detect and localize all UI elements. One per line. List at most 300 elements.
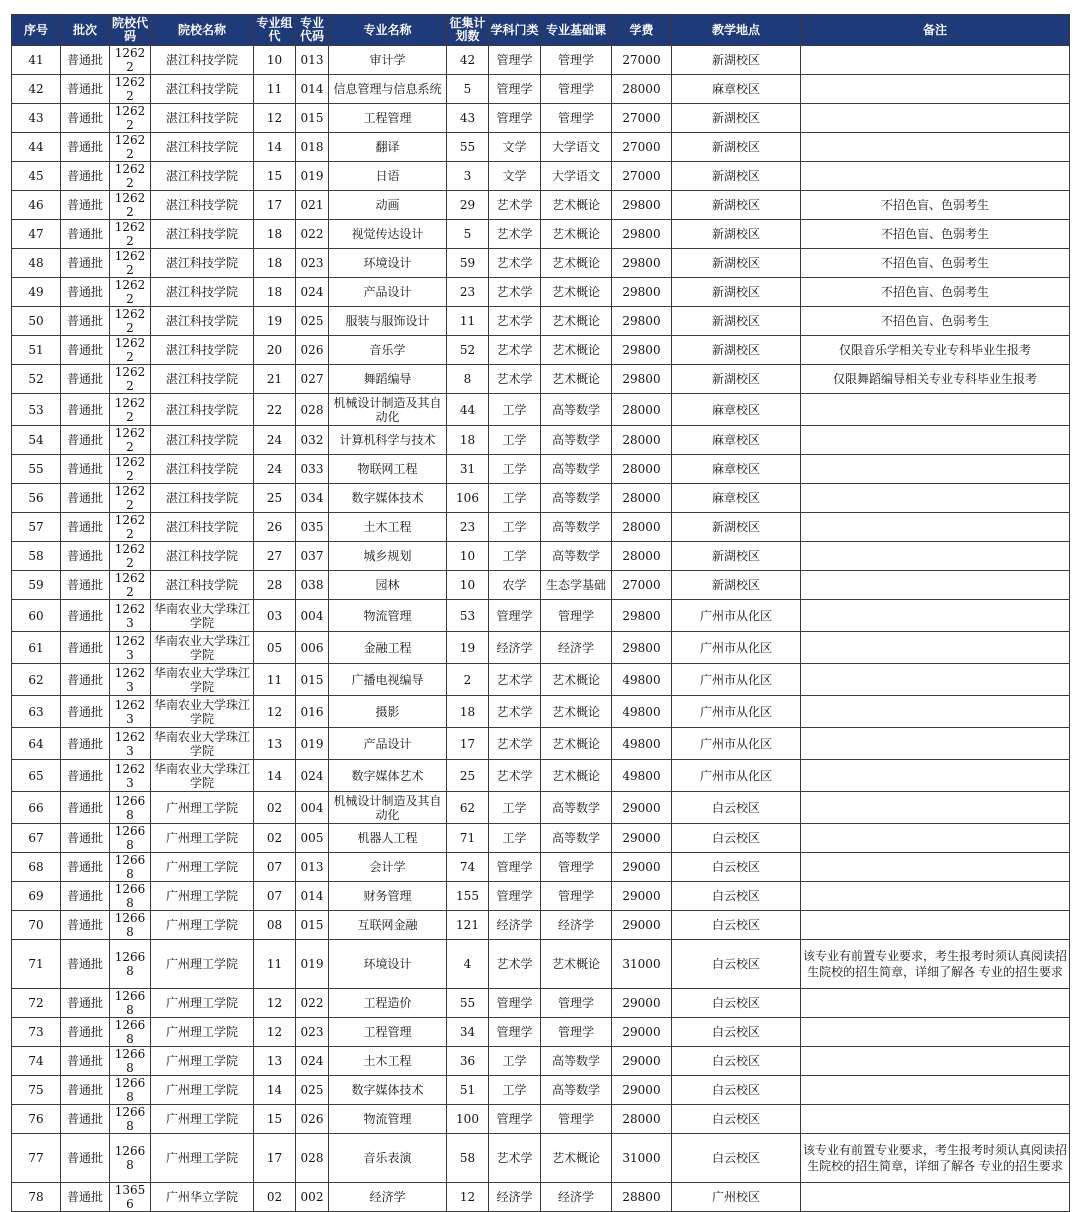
cell-location: 白云校区 <box>672 792 801 824</box>
cell-notes <box>801 882 1070 911</box>
header-plan-count: 征集计划数 <box>447 15 489 46</box>
cell-index: 73 <box>12 1018 61 1047</box>
cell-discipline: 经济学 <box>489 632 541 664</box>
cell-group-code: 27 <box>254 542 296 571</box>
cell-tuition: 49800 <box>612 696 672 728</box>
cell-discipline: 管理学 <box>489 853 541 882</box>
cell-plan-count: 25 <box>447 760 489 792</box>
cell-major-code: 024 <box>296 278 329 307</box>
cell-index: 72 <box>12 989 61 1018</box>
cell-major-name: 机械设计制造及其自动化 <box>329 792 447 824</box>
cell-index: 52 <box>12 365 61 394</box>
cell-notes <box>801 824 1070 853</box>
cell-location: 广州市从化区 <box>672 728 801 760</box>
cell-group-code: 28 <box>254 571 296 600</box>
table-row <box>12 220 1070 249</box>
cell-school-code: 12668 <box>110 1134 151 1183</box>
cell-major-name: 经济学 <box>329 1183 447 1212</box>
cell-batch: 普通批 <box>61 394 110 426</box>
cell-basic-course: 艺术概论 <box>541 249 612 278</box>
cell-school-name: 广州理工学院 <box>151 853 254 882</box>
cell-batch: 普通批 <box>61 989 110 1018</box>
cell-notes <box>801 455 1070 484</box>
cell-school-code: 12622 <box>110 426 151 455</box>
cell-tuition: 29800 <box>612 278 672 307</box>
table-row <box>12 571 1070 600</box>
cell-location: 广州校区 <box>672 1183 801 1212</box>
cell-school-code: 12668 <box>110 989 151 1018</box>
cell-group-code: 08 <box>254 911 296 940</box>
cell-notes <box>801 760 1070 792</box>
cell-major-code: 022 <box>296 989 329 1018</box>
cell-batch: 普通批 <box>61 484 110 513</box>
header-major-code: 专业代码 <box>296 15 329 46</box>
cell-location: 新湖校区 <box>672 46 801 75</box>
cell-group-code: 21 <box>254 365 296 394</box>
cell-group-code: 12 <box>254 696 296 728</box>
cell-index: 46 <box>12 191 61 220</box>
cell-basic-course: 管理学 <box>541 600 612 632</box>
cell-index: 56 <box>12 484 61 513</box>
cell-batch: 普通批 <box>61 336 110 365</box>
cell-group-code: 07 <box>254 853 296 882</box>
cell-batch: 普通批 <box>61 571 110 600</box>
cell-tuition: 27000 <box>612 571 672 600</box>
header-notes: 备注 <box>801 15 1070 46</box>
cell-location: 广州市从化区 <box>672 600 801 632</box>
cell-batch: 普通批 <box>61 75 110 104</box>
cell-index: 47 <box>12 220 61 249</box>
table-body <box>12 46 1070 1212</box>
cell-major-code: 002 <box>296 1183 329 1212</box>
cell-major-code: 015 <box>296 911 329 940</box>
cell-location: 新湖校区 <box>672 336 801 365</box>
cell-notes: 仅限舞蹈编导相关专业专科毕业生报考 <box>801 365 1070 394</box>
cell-discipline: 文学 <box>489 162 541 191</box>
cell-index: 45 <box>12 162 61 191</box>
cell-group-code: 12 <box>254 989 296 1018</box>
header-discipline: 学科门类 <box>489 15 541 46</box>
table-row <box>12 336 1070 365</box>
table-row <box>12 1134 1070 1183</box>
cell-plan-count: 106 <box>447 484 489 513</box>
cell-batch: 普通批 <box>61 1105 110 1134</box>
cell-school-code: 12623 <box>110 632 151 664</box>
cell-notes: 不招色盲、色弱考生 <box>801 191 1070 220</box>
cell-index: 53 <box>12 394 61 426</box>
cell-basic-course: 管理学 <box>541 882 612 911</box>
cell-basic-course: 艺术概论 <box>541 940 612 989</box>
cell-notes <box>801 1047 1070 1076</box>
table-row <box>12 513 1070 542</box>
cell-group-code: 12 <box>254 1018 296 1047</box>
header-school-code: 院校代码 <box>110 15 151 46</box>
cell-discipline: 文学 <box>489 133 541 162</box>
cell-basic-course: 高等数学 <box>541 426 612 455</box>
cell-discipline: 工学 <box>489 1047 541 1076</box>
cell-notes <box>801 75 1070 104</box>
cell-school-code: 12622 <box>110 542 151 571</box>
cell-location: 白云校区 <box>672 1134 801 1183</box>
cell-school-code: 12622 <box>110 336 151 365</box>
cell-major-name: 物流管理 <box>329 600 447 632</box>
cell-major-name: 信息管理与信息系统 <box>329 75 447 104</box>
cell-group-code: 11 <box>254 940 296 989</box>
cell-location: 白云校区 <box>672 882 801 911</box>
cell-discipline: 艺术学 <box>489 365 541 394</box>
cell-batch: 普通批 <box>61 426 110 455</box>
cell-location: 新湖校区 <box>672 133 801 162</box>
table-row <box>12 542 1070 571</box>
cell-index: 50 <box>12 307 61 336</box>
cell-tuition: 29000 <box>612 1018 672 1047</box>
cell-plan-count: 2 <box>447 664 489 696</box>
cell-group-code: 02 <box>254 1183 296 1212</box>
cell-school-name: 广州理工学院 <box>151 911 254 940</box>
cell-school-name: 广州华立学院 <box>151 1183 254 1212</box>
cell-notes: 该专业有前置专业要求，考生报考时须认真阅读招生院校的招生简章，详细了解各 专业的招生要求 <box>801 940 1070 989</box>
cell-major-code: 005 <box>296 824 329 853</box>
cell-notes: 仅限音乐学相关专业专科毕业生报考 <box>801 336 1070 365</box>
cell-group-code: 02 <box>254 824 296 853</box>
cell-tuition: 27000 <box>612 162 672 191</box>
cell-location: 白云校区 <box>672 1105 801 1134</box>
cell-notes: 不招色盲、色弱考生 <box>801 278 1070 307</box>
cell-school-code: 12622 <box>110 133 151 162</box>
cell-batch: 普通批 <box>61 1018 110 1047</box>
cell-major-name: 审计学 <box>329 46 447 75</box>
table-row <box>12 728 1070 760</box>
cell-group-code: 26 <box>254 513 296 542</box>
cell-tuition: 27000 <box>612 46 672 75</box>
cell-school-code: 12668 <box>110 1018 151 1047</box>
cell-location: 白云校区 <box>672 911 801 940</box>
cell-school-code: 12622 <box>110 455 151 484</box>
cell-plan-count: 10 <box>447 571 489 600</box>
cell-plan-count: 5 <box>447 220 489 249</box>
cell-school-code: 13656 <box>110 1183 151 1212</box>
cell-plan-count: 74 <box>447 853 489 882</box>
cell-notes: 不招色盲、色弱考生 <box>801 220 1070 249</box>
cell-school-name: 湛江科技学院 <box>151 542 254 571</box>
cell-school-code: 12622 <box>110 104 151 133</box>
cell-school-code: 12623 <box>110 760 151 792</box>
cell-tuition: 49800 <box>612 728 672 760</box>
table-row <box>12 882 1070 911</box>
header-group-code: 专业组代 <box>254 15 296 46</box>
cell-discipline: 艺术学 <box>489 940 541 989</box>
admission-table-sheet <box>11 14 1070 1212</box>
cell-tuition: 27000 <box>612 104 672 133</box>
cell-tuition: 29000 <box>612 989 672 1018</box>
table-row <box>12 853 1070 882</box>
cell-major-code: 025 <box>296 1076 329 1105</box>
cell-school-code: 12668 <box>110 911 151 940</box>
cell-tuition: 29000 <box>612 792 672 824</box>
cell-basic-course: 艺术概论 <box>541 760 612 792</box>
cell-location: 麻章校区 <box>672 426 801 455</box>
cell-notes <box>801 664 1070 696</box>
cell-major-code: 019 <box>296 940 329 989</box>
cell-location: 新湖校区 <box>672 220 801 249</box>
cell-discipline: 工学 <box>489 394 541 426</box>
cell-plan-count: 52 <box>447 336 489 365</box>
cell-major-code: 034 <box>296 484 329 513</box>
cell-major-code: 038 <box>296 571 329 600</box>
cell-plan-count: 19 <box>447 632 489 664</box>
cell-location: 白云校区 <box>672 1076 801 1105</box>
cell-group-code: 24 <box>254 455 296 484</box>
cell-tuition: 49800 <box>612 760 672 792</box>
cell-major-name: 音乐学 <box>329 336 447 365</box>
cell-major-name: 互联网金融 <box>329 911 447 940</box>
cell-major-code: 014 <box>296 75 329 104</box>
cell-group-code: 14 <box>254 1076 296 1105</box>
cell-school-name: 华南农业大学珠江学院 <box>151 760 254 792</box>
cell-school-name: 广州理工学院 <box>151 989 254 1018</box>
cell-major-code: 019 <box>296 728 329 760</box>
cell-notes <box>801 571 1070 600</box>
cell-notes <box>801 104 1070 133</box>
cell-major-name: 城乡规划 <box>329 542 447 571</box>
cell-major-name: 园林 <box>329 571 447 600</box>
cell-batch: 普通批 <box>61 542 110 571</box>
cell-group-code: 14 <box>254 760 296 792</box>
table-row <box>12 484 1070 513</box>
cell-school-name: 湛江科技学院 <box>151 75 254 104</box>
cell-school-code: 12622 <box>110 249 151 278</box>
cell-batch: 普通批 <box>61 455 110 484</box>
cell-major-name: 服装与服饰设计 <box>329 307 447 336</box>
cell-tuition: 28000 <box>612 394 672 426</box>
table-row <box>12 278 1070 307</box>
cell-tuition: 28000 <box>612 542 672 571</box>
cell-plan-count: 44 <box>447 394 489 426</box>
cell-major-code: 015 <box>296 664 329 696</box>
table-row <box>12 1105 1070 1134</box>
cell-basic-course: 高等数学 <box>541 542 612 571</box>
cell-school-name: 湛江科技学院 <box>151 513 254 542</box>
table-row <box>12 792 1070 824</box>
cell-major-code: 018 <box>296 133 329 162</box>
cell-major-code: 013 <box>296 46 329 75</box>
cell-school-code: 12668 <box>110 1047 151 1076</box>
cell-notes <box>801 484 1070 513</box>
cell-index: 68 <box>12 853 61 882</box>
cell-major-code: 035 <box>296 513 329 542</box>
cell-discipline: 管理学 <box>489 600 541 632</box>
cell-school-name: 湛江科技学院 <box>151 191 254 220</box>
cell-school-code: 12668 <box>110 1076 151 1105</box>
table-row <box>12 365 1070 394</box>
cell-major-code: 037 <box>296 542 329 571</box>
cell-discipline: 艺术学 <box>489 664 541 696</box>
cell-discipline: 工学 <box>489 1076 541 1105</box>
cell-plan-count: 5 <box>447 75 489 104</box>
cell-school-code: 12668 <box>110 853 151 882</box>
cell-location: 新湖校区 <box>672 249 801 278</box>
table-row <box>12 104 1070 133</box>
cell-index: 60 <box>12 600 61 632</box>
cell-school-name: 华南农业大学珠江学院 <box>151 600 254 632</box>
cell-major-name: 数字媒体技术 <box>329 1076 447 1105</box>
table-row <box>12 989 1070 1018</box>
cell-plan-count: 121 <box>447 911 489 940</box>
table-row <box>12 1183 1070 1212</box>
cell-index: 41 <box>12 46 61 75</box>
cell-location: 广州市从化区 <box>672 696 801 728</box>
cell-major-code: 013 <box>296 853 329 882</box>
cell-index: 58 <box>12 542 61 571</box>
cell-major-name: 机械设计制造及其自动化 <box>329 394 447 426</box>
cell-major-code: 016 <box>296 696 329 728</box>
cell-school-name: 华南农业大学珠江学院 <box>151 664 254 696</box>
cell-major-code: 014 <box>296 882 329 911</box>
cell-notes <box>801 696 1070 728</box>
cell-location: 白云校区 <box>672 940 801 989</box>
cell-basic-course: 高等数学 <box>541 1076 612 1105</box>
cell-location: 白云校区 <box>672 853 801 882</box>
cell-group-code: 22 <box>254 394 296 426</box>
cell-discipline: 工学 <box>489 792 541 824</box>
cell-basic-course: 高等数学 <box>541 1047 612 1076</box>
cell-discipline: 工学 <box>489 824 541 853</box>
cell-index: 44 <box>12 133 61 162</box>
table-row <box>12 911 1070 940</box>
cell-location: 广州市从化区 <box>672 664 801 696</box>
cell-plan-count: 31 <box>447 455 489 484</box>
cell-basic-course: 艺术概论 <box>541 1134 612 1183</box>
cell-group-code: 10 <box>254 46 296 75</box>
cell-discipline: 艺术学 <box>489 278 541 307</box>
cell-tuition: 28800 <box>612 1183 672 1212</box>
cell-basic-course: 管理学 <box>541 989 612 1018</box>
cell-basic-course: 管理学 <box>541 104 612 133</box>
cell-group-code: 15 <box>254 1105 296 1134</box>
cell-school-code: 12623 <box>110 696 151 728</box>
cell-index: 55 <box>12 455 61 484</box>
cell-batch: 普通批 <box>61 278 110 307</box>
cell-basic-course: 大学语文 <box>541 162 612 191</box>
cell-batch: 普通批 <box>61 911 110 940</box>
cell-location: 麻章校区 <box>672 484 801 513</box>
cell-plan-count: 4 <box>447 940 489 989</box>
cell-basic-course: 艺术概论 <box>541 220 612 249</box>
cell-basic-course: 管理学 <box>541 75 612 104</box>
cell-tuition: 29800 <box>612 600 672 632</box>
cell-index: 64 <box>12 728 61 760</box>
cell-group-code: 17 <box>254 191 296 220</box>
cell-index: 59 <box>12 571 61 600</box>
cell-discipline: 经济学 <box>489 1183 541 1212</box>
cell-school-name: 湛江科技学院 <box>151 278 254 307</box>
cell-school-name: 湛江科技学院 <box>151 104 254 133</box>
cell-tuition: 28000 <box>612 484 672 513</box>
cell-discipline: 管理学 <box>489 46 541 75</box>
cell-major-name: 数字媒体艺术 <box>329 760 447 792</box>
cell-major-name: 机器人工程 <box>329 824 447 853</box>
cell-group-code: 15 <box>254 162 296 191</box>
cell-index: 70 <box>12 911 61 940</box>
cell-notes <box>801 1076 1070 1105</box>
cell-major-code: 015 <box>296 104 329 133</box>
cell-index: 61 <box>12 632 61 664</box>
cell-basic-course: 艺术概论 <box>541 664 612 696</box>
cell-tuition: 29800 <box>612 220 672 249</box>
cell-basic-course: 高等数学 <box>541 484 612 513</box>
cell-location: 新湖校区 <box>672 513 801 542</box>
cell-basic-course: 艺术概论 <box>541 191 612 220</box>
cell-major-name: 环境设计 <box>329 940 447 989</box>
cell-school-name: 湛江科技学院 <box>151 426 254 455</box>
cell-index: 74 <box>12 1047 61 1076</box>
cell-school-code: 12668 <box>110 882 151 911</box>
cell-basic-course: 经济学 <box>541 1183 612 1212</box>
cell-index: 77 <box>12 1134 61 1183</box>
cell-school-name: 湛江科技学院 <box>151 455 254 484</box>
cell-school-code: 12668 <box>110 1105 151 1134</box>
cell-basic-course: 管理学 <box>541 1018 612 1047</box>
cell-plan-count: 42 <box>447 46 489 75</box>
cell-major-code: 032 <box>296 426 329 455</box>
cell-notes <box>801 632 1070 664</box>
table-row <box>12 940 1070 989</box>
cell-tuition: 49800 <box>612 664 672 696</box>
cell-notes <box>801 542 1070 571</box>
header-location: 教学地点 <box>672 15 801 46</box>
cell-major-name: 产品设计 <box>329 278 447 307</box>
cell-group-code: 11 <box>254 664 296 696</box>
cell-major-name: 财务管理 <box>329 882 447 911</box>
cell-plan-count: 11 <box>447 307 489 336</box>
cell-basic-course: 艺术概论 <box>541 728 612 760</box>
cell-group-code: 20 <box>254 336 296 365</box>
cell-batch: 普通批 <box>61 1183 110 1212</box>
cell-batch: 普通批 <box>61 249 110 278</box>
cell-plan-count: 23 <box>447 278 489 307</box>
cell-batch: 普通批 <box>61 307 110 336</box>
cell-school-name: 湛江科技学院 <box>151 46 254 75</box>
table-row <box>12 632 1070 664</box>
cell-major-name: 土木工程 <box>329 1047 447 1076</box>
cell-location: 广州市从化区 <box>672 632 801 664</box>
cell-index: 54 <box>12 426 61 455</box>
cell-index: 69 <box>12 882 61 911</box>
cell-major-code: 024 <box>296 760 329 792</box>
table-row <box>12 824 1070 853</box>
cell-notes <box>801 46 1070 75</box>
header-row <box>12 15 1070 46</box>
header-basic-course: 专业基础课 <box>541 15 612 46</box>
table-row <box>12 249 1070 278</box>
cell-group-code: 07 <box>254 882 296 911</box>
cell-basic-course: 高等数学 <box>541 792 612 824</box>
cell-batch: 普通批 <box>61 696 110 728</box>
cell-batch: 普通批 <box>61 46 110 75</box>
cell-school-code: 12622 <box>110 46 151 75</box>
cell-notes <box>801 792 1070 824</box>
cell-major-name: 工程造价 <box>329 989 447 1018</box>
cell-batch: 普通批 <box>61 191 110 220</box>
cell-major-name: 日语 <box>329 162 447 191</box>
cell-major-name: 广播电视编导 <box>329 664 447 696</box>
cell-school-name: 广州理工学院 <box>151 824 254 853</box>
cell-discipline: 艺术学 <box>489 191 541 220</box>
cell-group-code: 02 <box>254 792 296 824</box>
cell-tuition: 29000 <box>612 853 672 882</box>
cell-discipline: 艺术学 <box>489 249 541 278</box>
cell-major-name: 工程管理 <box>329 104 447 133</box>
